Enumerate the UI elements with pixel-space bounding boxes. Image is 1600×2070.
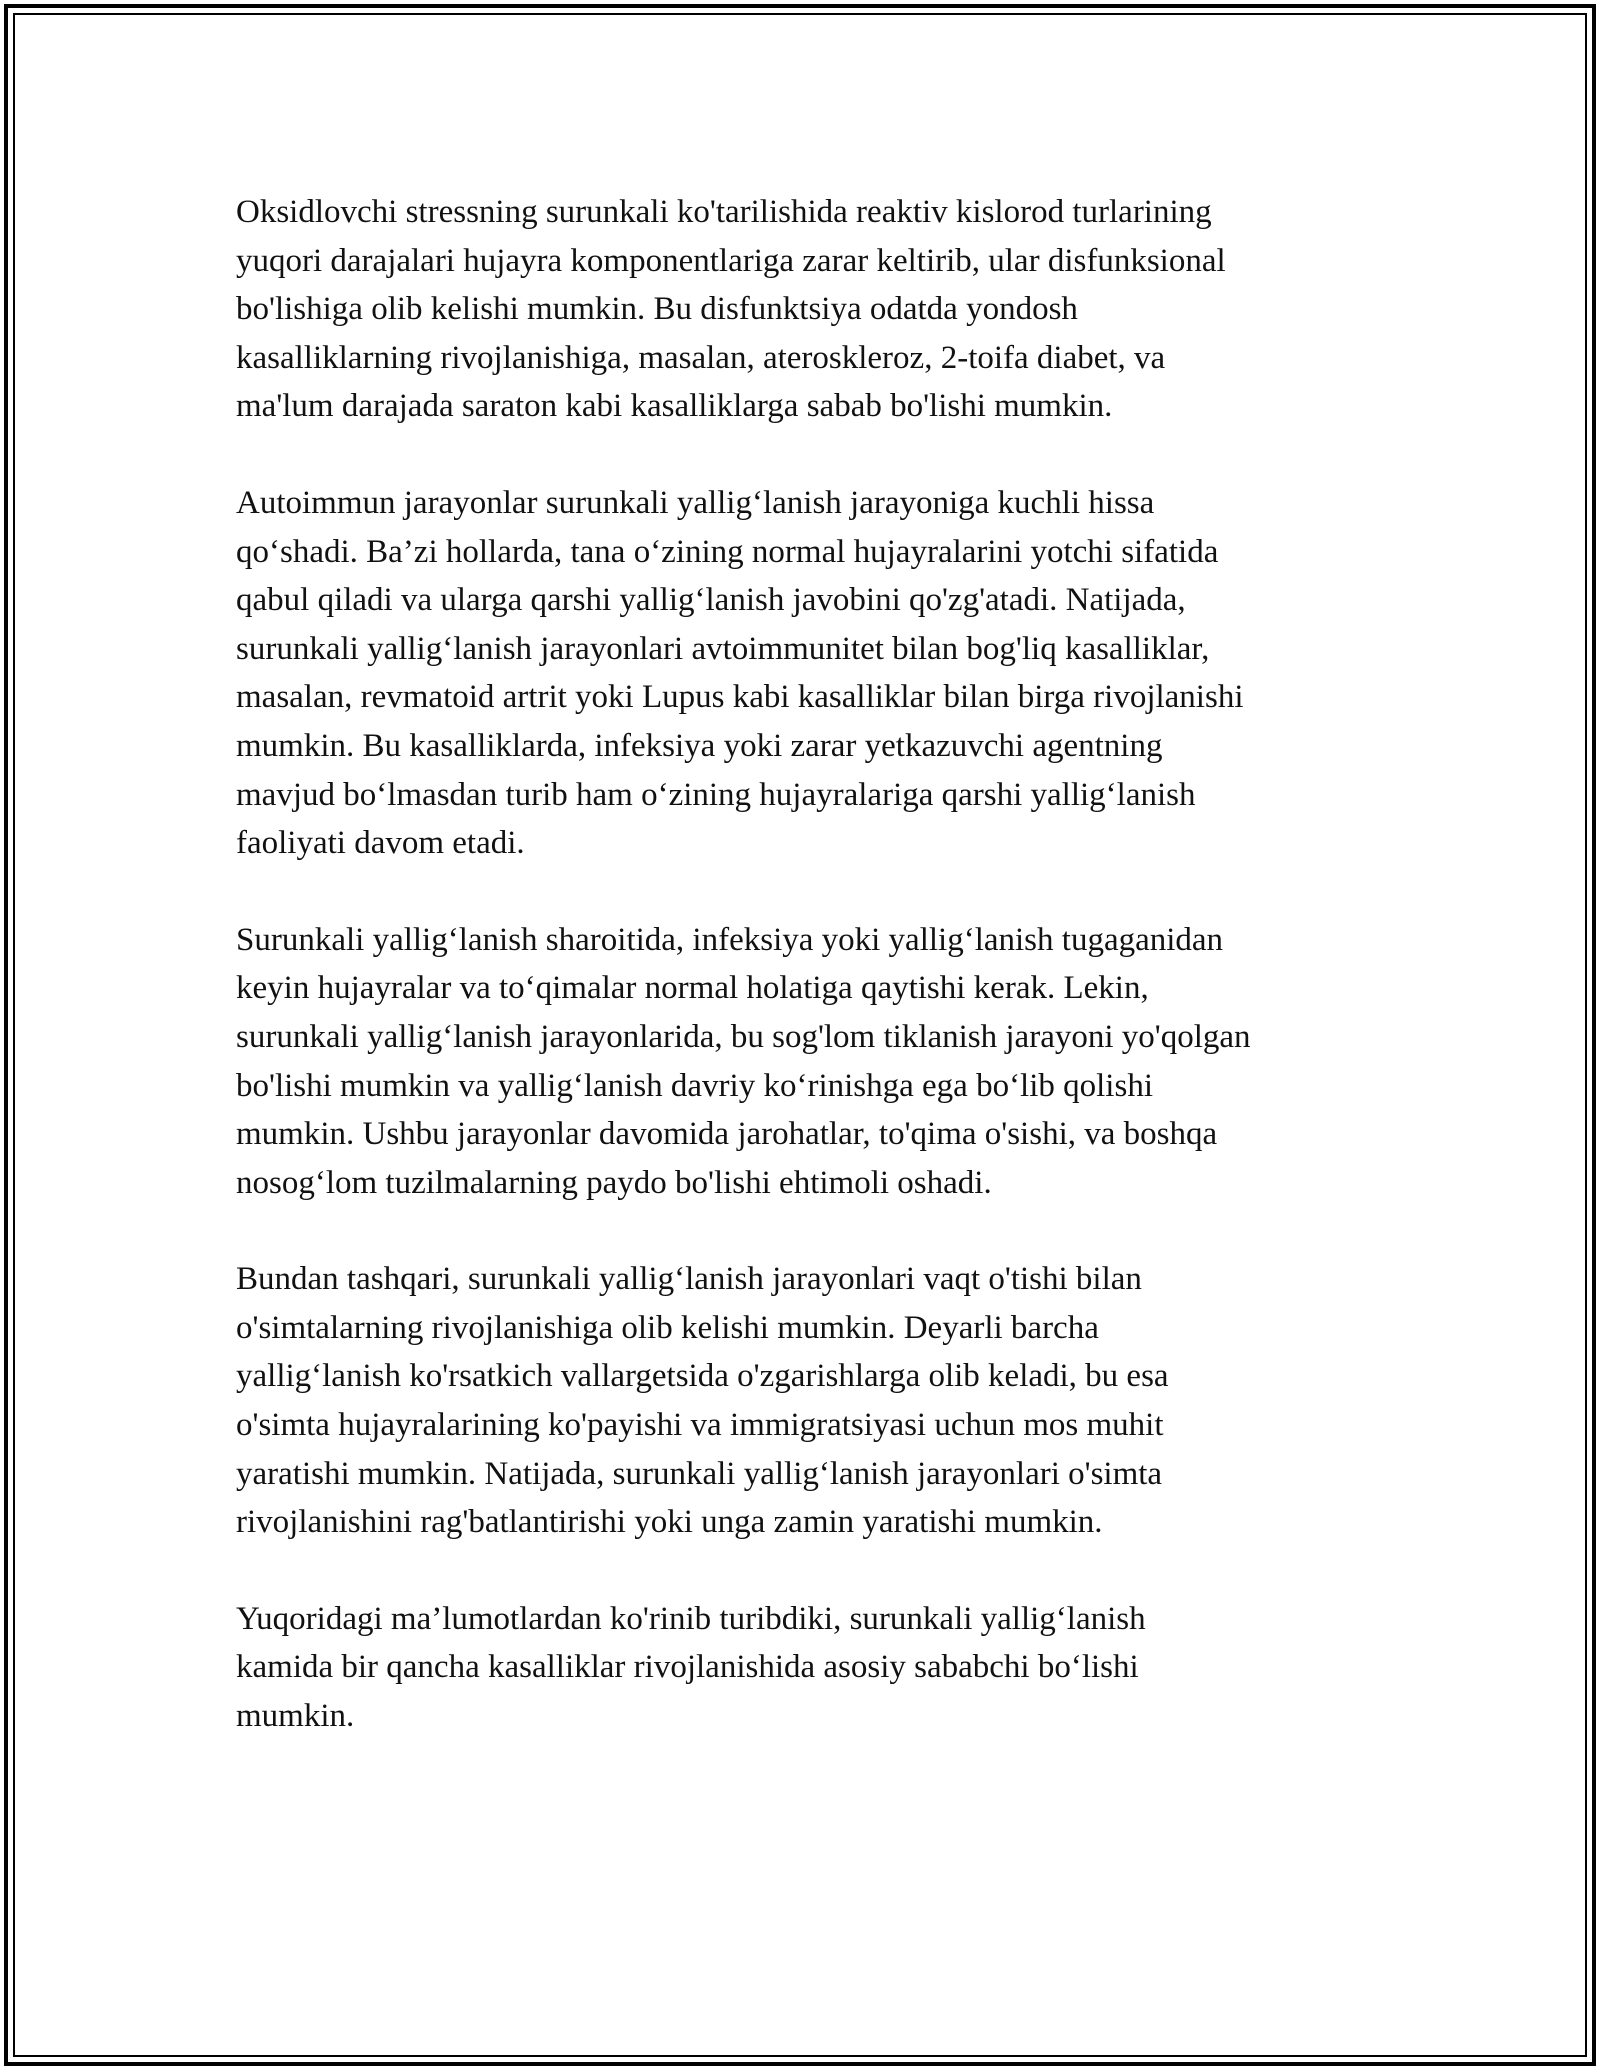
text-line: nosog‘lom tuzilmalarning paydo bo'lishi ehtimoli oshadi.	[236, 1164, 992, 1201]
text-line: masalan, revmatoid artrit yoki Lupus kabi kasalliklar bilan birga rivojlanishi	[236, 679, 1244, 716]
text-line: o'simtalarning rivojlanishiga olib kelishi mumkin. Deyarli barcha	[236, 1309, 1099, 1346]
paragraph-chronic-conditions	[236, 916, 1376, 1208]
text-line: mumkin.	[236, 1698, 355, 1735]
text-line: surunkali yallig‘lanish jarayonlari avtoimmunitet bilan bog'liq kasalliklar,	[236, 630, 1210, 667]
text-line: mumkin. Ushbu jarayonlar davomida jarohatlar, to'qima o'sishi, va boshqa	[236, 1116, 1218, 1153]
text-line: Yuqoridagi ma’lumotlardan ko'rinib turibdiki, surunkali yallig‘lanish	[236, 1600, 1146, 1637]
text-line: Autoimmun jarayonlar surunkali yallig‘lanish jarayoniga kuchli hissa	[236, 484, 1155, 521]
paragraph-oxidative-stress	[236, 188, 1376, 431]
text-line: rivojlanishini rag'batlantirishi yoki unga zamin yaratishi mumkin.	[236, 1504, 1103, 1541]
text-line: o'simta hujayralarining ko'payishi va immigratsiyasi uchun mos muhit	[236, 1407, 1164, 1444]
text-line: ma'lum darajada saraton kabi kasalliklarga sabab bo'lishi mumkin.	[236, 388, 1113, 425]
text-line: yuqori darajalari hujayra komponentlariga zarar keltirib, ular disfunksional	[236, 242, 1226, 279]
document-body	[236, 188, 1376, 1789]
text-line: Oksidlovchi stressning surunkali ko'tarilishida reaktiv kislorod turlarining	[236, 194, 1212, 230]
paragraph-conclusion	[236, 1595, 1376, 1741]
text-line: qo‘shadi. Ba’zi hollarda, tana o‘zining normal hujayralarini yotchi sifatida	[236, 533, 1219, 570]
text-line: kamida bir qancha kasalliklar rivojlanishida asosiy sababchi bo‘lishi	[236, 1649, 1139, 1686]
text-line: mavjud bo‘lmasdan turib ham o‘zining hujayralariga qarshi yallig‘lanish	[236, 776, 1196, 813]
text-line: qabul qiladi va ularga qarshi yallig‘lanish javobini qo'zg'atadi. Natijada,	[236, 582, 1186, 619]
text-line: bo'lishi mumkin va yallig‘lanish davriy ko‘rinishga ega bo‘lib qolishi	[236, 1067, 1153, 1104]
text-line: Surunkali yallig‘lanish sharoitida, infeksiya yoki yallig‘lanish tugaganidan	[236, 921, 1224, 958]
text-line: faoliyati davom etadi.	[236, 825, 525, 862]
text-line: Bundan tashqari, surunkali yallig‘lanish jarayonlari vaqt o'tishi bilan	[236, 1261, 1142, 1298]
text-line: surunkali yallig‘lanish jarayonlarida, bu sog'lom tiklanish jarayoni yo'qolgan	[236, 1018, 1251, 1055]
text-line: kasalliklarning rivojlanishiga, masalan, ateroskleroz, 2-toifa diabet, va	[236, 339, 1166, 376]
paragraph-tumor-development	[236, 1255, 1376, 1547]
text-line: mumkin. Bu kasalliklarda, infeksiya yoki zarar yetkazuvchi agentning	[236, 727, 1163, 764]
text-line: yaratishi mumkin. Natijada, surunkali yallig‘lanish jarayonlari o'simta	[236, 1455, 1163, 1492]
text-line: yallig‘lanish ko'rsatkich vallargetsida o'zgarishlarga olib keladi, bu esa	[236, 1358, 1169, 1395]
paragraph-autoimmune	[236, 479, 1376, 868]
text-line: keyin hujayralar va to‘qimalar normal holatiga qaytishi kerak. Lekin,	[236, 970, 1149, 1007]
text-line: bo'lishiga olib kelishi mumkin. Bu disfunktsiya odatda yondosh	[236, 291, 1078, 328]
